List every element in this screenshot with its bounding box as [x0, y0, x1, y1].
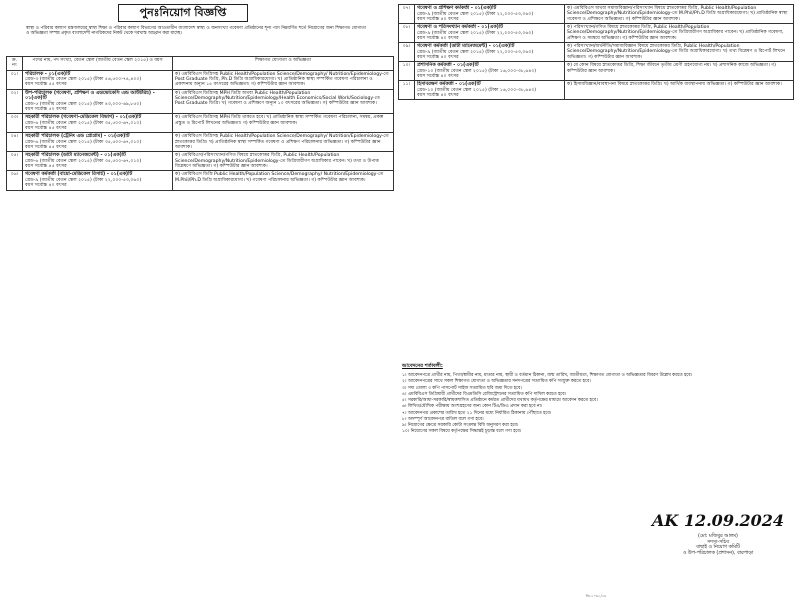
header-post: পদের নাম, পদ সংখ্যা, বেতন স্কেল (জাতীয় বেতন স্কেল ২০১৫) ও বয়স	[23, 57, 173, 71]
condition-item: ৩। সদ্য তোলা ৩ কপি পাসপোর্ট সাইজ সত্যায়িত ছবি জমা দিতে হবে।	[402, 385, 522, 391]
row-serial: ০৯।	[399, 43, 415, 62]
table-row	[7, 114, 394, 133]
row-post-cell	[415, 5, 565, 24]
left-column	[6, 4, 394, 602]
post-name: গবেষণা কর্মকর্তা (ডাটা ম্যানেজমেন্ট) - ০১(এক)টি	[417, 44, 515, 50]
row-qualification: ক) পরিসংখ্যান/গণিত বিষয়ে স্নাতকোত্তর ডিগ্রি, Public Health/Population Science/Demography/Nutrition/Epidemiology-তে ডিগ্রিধারীগণ অগ্রাধিকার পাবেন। খ) প্রাতিষ্ঠানিক গবেষণা, প্রশিক্ষণ ও সমন্বয়ে অভিজ্ঞতা। গ) কম্পিউটার জ্ঞান আবশ্যক।	[565, 24, 794, 43]
condition-item: ৬। লিখিত/মৌখিক পরীক্ষায় অংশগ্রহণের জন্য কোন টিএ/ডিএ প্রদান করা হবে না।	[402, 404, 543, 410]
row-post-cell	[415, 24, 565, 43]
page-title: পুনঃনিয়োগ বিজ্ঞপ্তি	[118, 4, 248, 22]
post-name: গবেষণা ও প্রশিক্ষণ কর্মকর্তা - ০১(এক)টি	[417, 6, 497, 11]
table-row	[7, 89, 394, 114]
row-qualification: ক) এমবিবিএস ডিগ্রি Public Health/Population Science/Demography/ Nutrition/Epidemiology-তে M.Phil/Ph.D ডিগ্রি অগ্রাধিকারযোগ্য। খ) গবেষণা পরিচালনার অভিজ্ঞতা। গ) কম্পিউটার জ্ঞান আবশ্যক।	[173, 171, 394, 190]
intro-paragraph: স্বাস্থ্য ও পরিবার কল্যাণ মন্ত্রণালয়ের স্বাস্থ্য শিক্ষা ও পরিবার কল্যাণ বিভাগের আওতাধীন বাংলাদেশ স্বাস্থ্য ও জনসংখ্যা গবেষণা প্রতিষ্ঠানের শূন্য পদে নিম্নবর্ণিত শর্তে নিয়োগের জন্য শিক্ষাগত যোগ্যতা ও অভিজ্ঞতা সম্পন্ন প্রকৃত বাংলাদেশী নাগরিকদের নিকট থেকে দরখাস্ত আহ্বান করা যাচ্ছে।	[26, 26, 366, 37]
condition-item: ১। আবেদনপত্রে প্রার্থীর নাম, পিতা/স্বামীর নাম, মাতার নাম, স্থায়ী ও বর্তমান ঠিকানা, জন্ম তারিখ, জাতীয়তা, শিক্ষাগত যোগ্যতা ও অভিজ্ঞতার বিবরণ উল্লেখ করতে হবে।	[402, 373, 693, 378]
table-row	[7, 133, 394, 152]
post-name: সহকারী পরিচালক (গবেষণা-মেডিকেল বিভাগ) - ০১(এক)টি	[25, 115, 142, 121]
post-age: বয়স সর্বোচ্চ ৪০ বৎসর	[417, 54, 459, 60]
post-name: হিসাবরক্ষণ কর্মকর্তা - ০১(এক)টি	[417, 82, 481, 88]
table-row	[399, 24, 794, 43]
signatory-designation: সদস্য-সচিব	[707, 539, 729, 545]
table-row	[7, 171, 394, 190]
row-serial: ০২।	[7, 89, 23, 114]
post-scale: গ্রেড-৯ (জাতীয় বেতন স্কেল ২০১৫) (টাকা ২২,০০০-৫৩,০৬০)	[25, 177, 142, 183]
post-age: বয়স সর্বোচ্চ ৪৫ বৎসর	[25, 145, 67, 151]
row-serial: ০৬।	[7, 171, 23, 190]
row-qualification: ক) পরিসংখ্যান/অর্থনীতি/সমাজবিজ্ঞান বিষয়ে স্নাতকোত্তর ডিগ্রি, Public Health/Population Science/Demography/Nutrition/Epidemiology-তে ডিগ্রি অগ্রাধিকারযোগ্য। খ) তথ্য বিশ্লেষণ ও রিপোর্ট লিখনে অভিজ্ঞতা। গ) কম্পিউটার জ্ঞান আবশ্যক।	[565, 43, 794, 62]
condition-item: ৭। আবেদনপত্র প্রকাশের তারিখ হতে ২১ দিনের মধ্যে নির্ধারিত ঠিকানায় পৌঁছাতে হবে।	[402, 410, 552, 416]
condition-item: ১০। নিয়োগের সকল বিষয়ে কর্তৃপক্ষের সিদ্ধান্তই চূড়ান্ত বলে গণ্য হবে।	[402, 429, 522, 435]
row-serial: ১০।	[399, 62, 415, 81]
row-serial: ০৭।	[399, 5, 415, 24]
post-name: গবেষণা ও পরিসংখ্যান কর্মকর্তা - ০১(এক)টি	[417, 25, 503, 31]
row-qualification: ক) এমবিবিএস অথবা সমাজবিজ্ঞান/পরিসংখ্যান বিষয়ে স্নাতকোত্তর ডিগ্রি, Public Health/Population Science/Demography/Nutrition/Epidemiology-তে M.Phil/Ph.D ডিগ্রি অগ্রাধিকারযোগ্য। খ) প্রাতিষ্ঠানিক স্বাস্থ্য গবেষণা ও প্রশিক্ষণে অভিজ্ঞতা। গ) কম্পিউটার জ্ঞান আবশ্যক।	[565, 5, 794, 24]
row-post-cell	[23, 152, 173, 171]
posts-table-right	[398, 4, 794, 100]
table-row	[399, 62, 794, 81]
table-row	[399, 43, 794, 62]
conditions-title: আবেদনের শর্তাবলী:	[402, 363, 443, 369]
post-age: বয়স সর্বোচ্চ ৪৫ বৎসর	[25, 126, 67, 132]
row-serial: ০৮।	[399, 24, 415, 43]
conditions-list	[402, 373, 790, 436]
table-header-row	[7, 57, 394, 71]
post-age: বয়স সর্বোচ্চ ৪০ বৎসর	[417, 74, 459, 80]
post-name: গবেষণা কর্মকর্তা (বায়ো-মেডিকেল রিসার্চ) - ০১(এক)টি	[25, 172, 133, 178]
row-post-cell	[415, 43, 565, 62]
post-scale: গ্রেড-৯ (জাতীয় বেতন স্কেল ২০১৫) (টাকা ২২,০০০-৫৩,০৬০)	[417, 30, 534, 36]
row-qualification: ক) এমবিবিএস ডিগ্রিসহ MPH ডিগ্রি অথবা Public Health/Population Science/Demography/Nutrition/Epidemiology/Health Economics/Social Work/Sociology-তে Post Graduate ডিগ্রি। খ) গবেষণা ও প্রশিক্ষণে অন্যূন ১০ বৎসরের অভিজ্ঞতা। গ) কম্পিউটার জ্ঞান আবশ্যক।	[173, 89, 394, 114]
row-serial: ১১।	[399, 81, 415, 100]
row-post-cell	[415, 62, 565, 81]
row-serial: ০৫।	[7, 152, 23, 171]
row-post-cell	[415, 81, 565, 100]
left-table-body	[7, 70, 394, 190]
right-table-body	[399, 5, 794, 100]
row-qualification: ক) এমবিবিএস ডিগ্রিসহ MPH ডিগ্রি থাকতে হবে। খ) প্রাতিষ্ঠানিক স্বাস্থ্য সম্পর্কিত গবেষণা পরিচালনা, সমন্বয়, প্রকল্প প্রস্তুত ও রিপোর্ট লিখনের অভিজ্ঞতা। গ) কম্পিউটার জ্ঞান আবশ্যক।	[173, 114, 394, 133]
table-row	[399, 5, 794, 24]
post-age: বয়স সর্বোচ্চ ৪০ বৎসর	[25, 183, 67, 189]
row-post-cell	[23, 89, 173, 114]
post-age: বয়স সর্বোচ্চ ৪০ বৎসর	[417, 35, 459, 41]
post-name: পরিচালক - ০১(এক)টি	[25, 71, 71, 77]
table-row	[7, 152, 394, 171]
signatory-committee: বাছাই ও নিয়োগ কমিটি	[696, 545, 740, 551]
post-scale: গ্রেড-৯ (জাতীয় বেতন স্কেল ২০১৫) (টাকা ২২,০০০-৫৩,০৬০)	[417, 11, 534, 17]
signature-block	[648, 512, 788, 556]
row-post-cell	[23, 133, 173, 152]
posts-table-left	[6, 56, 394, 191]
row-serial: ০৩।	[7, 114, 23, 133]
header-sl: ক্র. নং	[7, 57, 23, 71]
post-name: সহকারী পরিচালক (ডাটা ম্যানেজমেন্ট) - ০১(এক)টি	[25, 153, 126, 159]
post-age: বয়স সর্বোচ্চ ৫৫ বৎসর	[25, 82, 67, 88]
header-qualification: শিক্ষাগত যোগ্যতা ও অভিজ্ঞতা	[173, 57, 394, 71]
row-serial: ০৪।	[7, 133, 23, 152]
row-serial: ০১।	[7, 70, 23, 89]
right-column	[398, 4, 794, 602]
signatory-name: (মো: মজিবুর আলম)	[698, 534, 738, 539]
post-name: সহকারী পরিচালক (ট্রেনিং এন্ড প্রোগ্রাম) - ০১(এক)টি	[25, 134, 130, 140]
row-post-cell	[23, 114, 173, 133]
condition-item: ২। আবেদনপত্রের সাথে সকল শিক্ষাগত যোগ্যতা ও অভিজ্ঞতার সনদপত্রের সত্যায়িত কপি সংযুক্ত করতে হবে।	[402, 379, 591, 385]
row-qualification: ক) হিসাববিজ্ঞান/ব্যবস্থাপনা বিষয়ে স্নাতকোত্তর ডিগ্রি। খ) আর্থিক ব্যবস্থাপনায় অভিজ্ঞতা। গ) কম্পিউটার জ্ঞান আবশ্যক।	[565, 81, 794, 100]
post-scale: গ্রেড-৬ (জাতীয় বেতন স্কেল ২০১৫) (টাকা ৩৫,৫০০-৬৭,০১০)	[25, 158, 142, 164]
post-age: বয়স সর্বোচ্চ ৪৫ বৎসর	[25, 164, 67, 170]
post-name: উপ-পরিচালক (গবেষণা, প্রশিক্ষণ ও এডভোকেসি এন্ড আউটরিচ) - ০১(এক)টি	[25, 90, 155, 102]
condition-item: ৫। সরকারি/আধা-সরকারি/স্বায়ত্তশাসিত প্রতিষ্ঠানে কর্মরত প্রার্থীদের যথাযথ কর্তৃপক্ষের মাধ্যমে আবেদন করতে হবে।	[402, 398, 598, 403]
table-row	[399, 81, 794, 100]
post-scale: গ্রেড-১০ (জাতীয় বেতন স্কেল ২০১৫) (টাকা ১৬,০০০-৩৮,৬৪০)	[417, 68, 537, 74]
signatory-office: ও উপ-পরিচালক (প্রশাসন), বারপাড়া	[682, 550, 754, 556]
row-qualification: ক) যে কোন বিষয়ে স্নাতকোত্তর ডিগ্রি, শিক্ষা জীবনে তৃতীয় শ্রেণী গ্রহণযোগ্য নয়। খ) প্রশাসনিক কাজে অভিজ্ঞতা। গ) কম্পিউটার জ্ঞান আবশ্যক।	[565, 62, 794, 81]
post-age: বয়স সর্বোচ্চ ৪০ বৎসর	[417, 16, 459, 22]
row-qualification: ক) এমবিবিএস/পরিসংখ্যান/গণিত বিষয়ে স্নাতকোত্তর ডিগ্রি, Public Health/Population Science/Demography/Nutrition/Epidemiology-তে ডিগ্রিধারীগণ অগ্রাধিকার পাবেন। খ) তথ্য ও উপাত্ত বিশ্লেষণে অভিজ্ঞতা। গ) কম্পিউটার জ্ঞান আবশ্যক।	[173, 152, 394, 171]
condition-item: ৮। অসম্পূর্ণ আবেদনপত্র বাতিল বলে গণ্য হবে।	[402, 416, 484, 422]
condition-item: ৯। নিয়োগের ক্ষেত্রে সরকারি কোটা সংক্রান্ত বিধি অনুসরণ করা হবে।	[402, 423, 519, 428]
row-qualification: ক) এমবিবিএস ডিগ্রিসহ Public Health/Population Science/Demography/ Nutrition/Epidemiology-তে Post Graduate ডিগ্রি, Ph.D ডিগ্রি অগ্রাধিকারযোগ্য। খ) প্রাতিষ্ঠানিক স্বাস্থ্য সম্পর্কিত গবেষণা পরিচালনা ও প্রকাশনায় অন্যূন ১৫ বৎসরের অভিজ্ঞতা। গ) কম্পিউটার জ্ঞান আবশ্যক।	[173, 70, 394, 89]
table-row	[7, 70, 394, 89]
post-scale: গ্রেড-৬ (জাতীয় বেতন স্কেল ২০১৫) (টাকা ৩৫,৫০০-৬৭,০১০)	[25, 139, 142, 145]
row-qualification: ক) এমবিবিএস ডিগ্রিসহ Public Health/Population Science/Demography/ Nutrition/Epidemiology-তে স্নাতকোত্তর ডিগ্রি। খ) প্রাতিষ্ঠানিক স্বাস্থ্য সম্পর্কিত গবেষণা ও প্রশিক্ষণ পরিচালনার অভিজ্ঞতা। গ) কম্পিউটার জ্ঞান আবশ্যক।	[173, 133, 394, 152]
post-scale: গ্রেড-৫ (জাতীয় বেতন স্কেল ২০১৫) (টাকা ৪৩,০০০-৬৯,৮৫০)	[25, 101, 142, 107]
footer-code: জি-১০৬১/২৪	[585, 594, 607, 598]
post-name: প্রশাসনিক কর্মকর্তা - ০১(এক)টি	[417, 63, 479, 69]
row-post-cell	[23, 70, 173, 89]
post-scale: গ্রেড-১০ (জাতীয় বেতন স্কেল ২০১৫) (টাকা ১৬,০০০-৩৮,৬৪০)	[417, 87, 537, 93]
condition-item: ৪। এমবিবিএস ডিগ্রিধারী প্রার্থীদের বিএমডিসি রেজিস্ট্রেশনের সত্যায়িত কপি দাখিল করতে হবে।	[402, 391, 567, 397]
post-scale: গ্রেড-৩ (জাতীয় বেতন স্কেল ২০১৫) (টাকা ৫৬,৫০০-৭৪,৪০০)	[25, 77, 142, 83]
post-scale: গ্রেড-৬ (জাতীয় বেতন স্কেল ২০১৫) (টাকা ৩৫,৫০০-৬৭,০১০)	[25, 120, 142, 126]
post-age: বয়স সর্বোচ্চ ৫০ বৎসর	[25, 106, 67, 112]
signature-mark: AK 12.09.2024	[651, 511, 785, 530]
post-scale: গ্রেড-৯ (জাতীয় বেতন স্কেল ২০১৫) (টাকা ২২,০০০-৫৩,০৬০)	[417, 49, 534, 55]
row-post-cell	[23, 171, 173, 190]
post-age: বয়স সর্বোচ্চ ৪০ বৎসর	[417, 93, 459, 99]
